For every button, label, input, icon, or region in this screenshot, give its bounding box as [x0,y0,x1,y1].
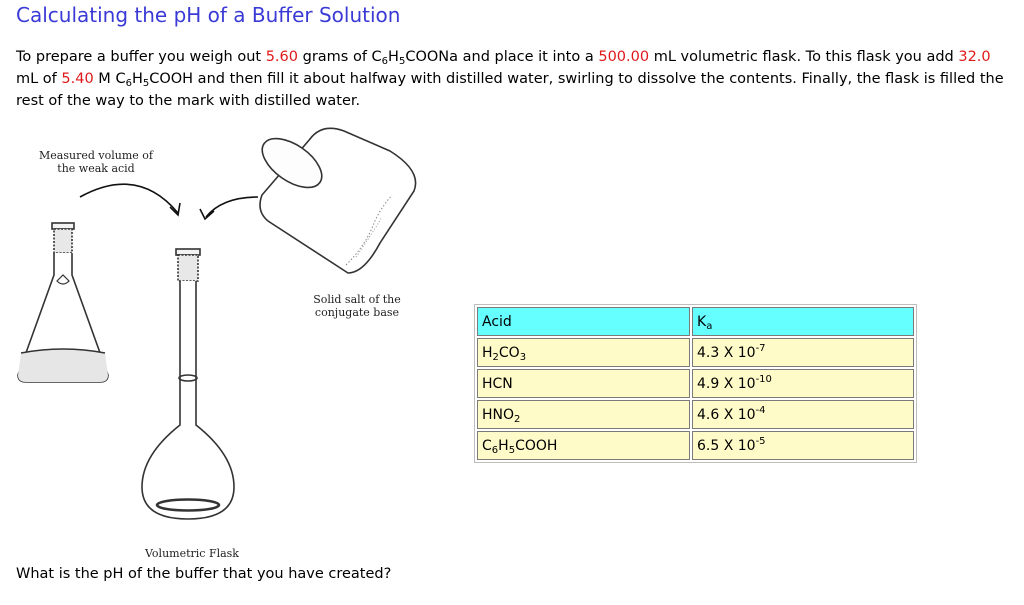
ka-table [474,304,917,463]
ka-value-cell: 4.6 X $10^{-4}$ [692,400,914,429]
acid-concentration-value: 5.40 [61,71,94,87]
header-acid: Acid [477,307,690,336]
erlenmeyer-flask-icon [18,223,108,382]
text: mL of [16,71,62,87]
problem-statement [16,46,1006,112]
acid-formula-cell: $C_6H_5COOH$ [477,431,690,460]
text: and place it into a [458,49,599,65]
text: mL volumetric flask. To this flask you add [649,49,959,65]
text: and then fill it about halfway with distilled water, swirling to dissolve the contents. Finally, the flask is filled the rest of the way to the mark with distilled water. [16,71,1004,109]
flask-volume-value: 500.00 [598,49,650,65]
pouring-arrows [80,184,258,219]
page-title: Calculating the pH of a Buffer Solution [16,3,401,27]
weak-acid-label-line1: Measured volume of [39,149,153,162]
text: To prepare a buffer you weigh out [16,49,266,65]
salt-label-line2: conjugate base [314,306,400,319]
acid-volume-value: 32.0 [958,49,991,65]
buffer-preparation-illustration [10,125,430,565]
volumetric-flask-icon [142,249,234,519]
question-text: What is the pH of the buffer that you have created? [16,566,392,582]
table-row [477,369,914,398]
salt-formula: $C_6H_5COONa$ [371,49,459,67]
table-row [477,400,914,429]
acid-formula-cell: $HNO_2$ [477,400,690,429]
acid-formula: $C_6H_5COOH$ [115,71,194,89]
header-ka: $K_a$ [692,307,914,336]
weak-acid-label-line2: the weak acid [57,162,135,175]
volumetric-flask-label: Volumetric Flask [145,547,239,560]
ka-value-cell: 6.5 X $10^{-5}$ [692,431,914,460]
acid-formula-cell: $H_2CO_3$ [477,338,690,367]
salt-mass-value: 5.60 [265,49,298,65]
table-row [477,431,914,460]
table-header-row [477,307,914,336]
text: grams of [298,49,372,65]
acid-formula-cell: HCN [477,369,690,398]
ka-value-cell: 4.3 X $10^{-7}$ [692,338,914,367]
beaker-icon [254,128,416,273]
text: M [93,71,116,87]
ka-value-cell: 4.9 X $10^{-10}$ [692,369,914,398]
salt-label-line1: Solid salt of the [313,293,401,306]
table-row [477,338,914,367]
